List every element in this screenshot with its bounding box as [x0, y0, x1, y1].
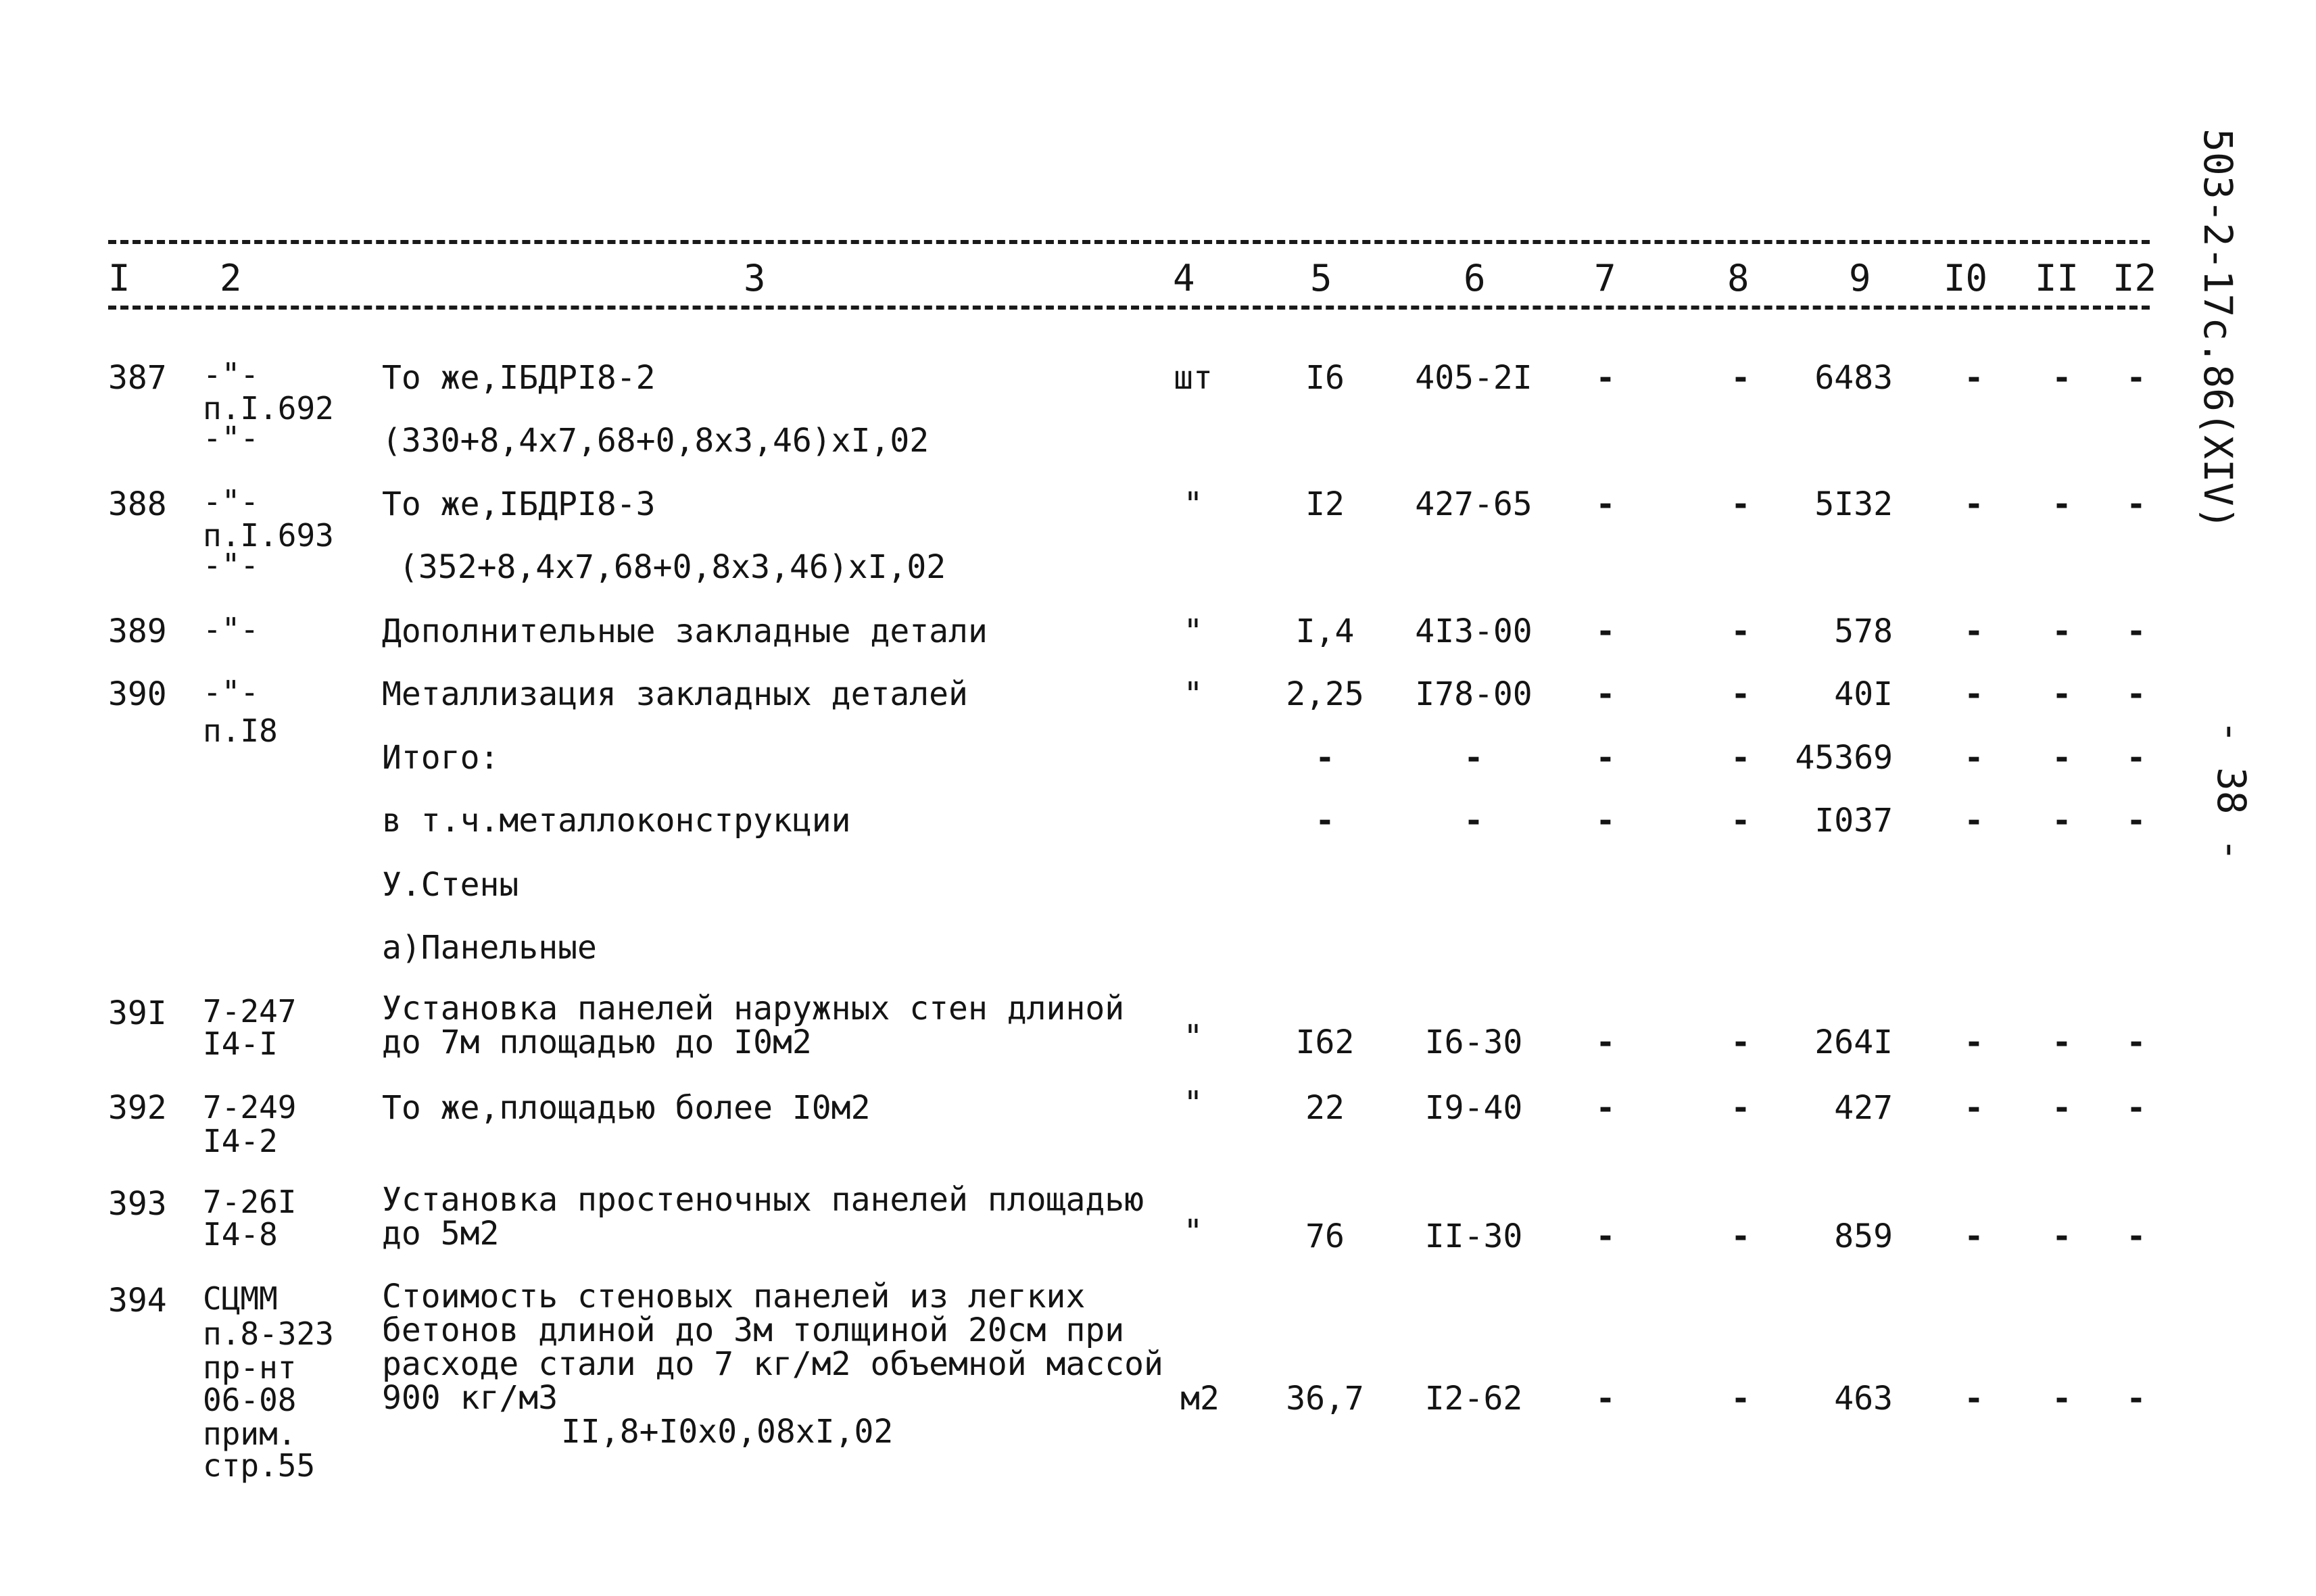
row-col10: -	[1964, 1217, 1984, 1255]
row-description: 900 кг/м3	[382, 1379, 558, 1417]
row-col7: -	[1595, 1023, 1616, 1061]
row-col12: -	[2126, 1380, 2146, 1418]
row-unit-price: I6-30	[1424, 1023, 1523, 1061]
row-col10: -	[1964, 675, 1984, 713]
row-ref: -"-	[203, 420, 260, 456]
row-col11: -	[2052, 1380, 2072, 1418]
subsection-heading: а)Панельные	[382, 929, 597, 967]
row-description: То же,IБДРI8-3	[382, 485, 656, 523]
row-col7: -	[1595, 1380, 1616, 1418]
row-unit-price: 427-65	[1415, 485, 1533, 523]
row-unit-price: 4I3-00	[1415, 612, 1533, 650]
row-col10: -	[1964, 1380, 1984, 1418]
row-col8: -	[1731, 675, 1751, 713]
row-description: То же,IБДРI8-2	[382, 359, 656, 397]
section-heading: У.Стены	[382, 866, 519, 904]
row-col12: -	[2126, 802, 2146, 840]
row-ref: I4-2	[203, 1123, 278, 1159]
row-col10: -	[1964, 612, 1984, 650]
row-number: 389	[108, 612, 167, 650]
row-col12: -	[2126, 739, 2146, 777]
row-ref: -"-	[203, 547, 260, 583]
row-unit: "	[1183, 1018, 1203, 1056]
row-unit: "	[1183, 485, 1203, 523]
metal-subtotal-value: I037	[1814, 802, 1893, 840]
row-ref: 06-08	[203, 1382, 297, 1418]
row-col8: -	[1731, 1089, 1751, 1127]
row-description: Установка панелей наружных стен длиной	[382, 990, 1125, 1027]
row-col7: -	[1595, 739, 1616, 777]
col-header-9: 9	[1849, 257, 1871, 299]
row-description: Дополнительные закладные детали	[382, 612, 988, 650]
row-quantity: I6	[1305, 359, 1345, 397]
row-col10: -	[1964, 359, 1984, 397]
row-unit-price: I2-62	[1424, 1380, 1523, 1418]
row-quantity: 76	[1305, 1217, 1345, 1255]
col-header-1: I	[108, 257, 130, 299]
row-col12: -	[2126, 612, 2146, 650]
row-ref: п.8-323	[203, 1315, 334, 1352]
row-number: 39I	[108, 994, 167, 1032]
row-ref: I4-I	[203, 1025, 278, 1062]
row-unit: "	[1183, 612, 1203, 650]
col-header-2: 2	[220, 257, 242, 299]
row-total: 40I	[1834, 675, 1893, 713]
row-number: 394	[108, 1282, 167, 1320]
row-col11: -	[2052, 1217, 2072, 1255]
row-unit-price: I78-00	[1415, 675, 1533, 713]
col-header-7: 7	[1594, 257, 1616, 299]
row-total: 264I	[1814, 1023, 1893, 1061]
row-col7: -	[1595, 485, 1616, 523]
row-unit: шт	[1174, 359, 1213, 397]
row-ref: СЦММ	[203, 1280, 278, 1317]
row-ref: 7-26I	[203, 1184, 297, 1220]
metal-subtotal-label: в т.ч.металлоконструкции	[382, 802, 851, 840]
row-ref: -"-	[203, 483, 260, 520]
header-bottom-rule	[108, 306, 2150, 310]
subtotal-label: Итого:	[382, 739, 500, 777]
row-col8: -	[1731, 359, 1751, 397]
row-col11: -	[2052, 802, 2072, 840]
row-col7: -	[1595, 612, 1616, 650]
row-description: бетонов длиной до 3м толщиной 20см при	[382, 1311, 1125, 1349]
row-unit-price: -	[1464, 802, 1484, 840]
row-ref: 7-247	[203, 993, 297, 1030]
col-header-5: 5	[1310, 257, 1332, 299]
row-total: 5I32	[1814, 485, 1893, 523]
row-description: Стоимость стеновых панелей из легких	[382, 1278, 1086, 1315]
subtotal-value: 45369	[1795, 739, 1893, 777]
row-description: до 7м площадью до I0м2	[382, 1023, 812, 1061]
row-ref: стр.55	[203, 1447, 316, 1484]
row-col7: -	[1595, 802, 1616, 840]
row-ref: I4-8	[203, 1216, 278, 1253]
page-number: - 38 -	[2209, 720, 2254, 862]
row-number: 387	[108, 359, 167, 397]
row-col11: -	[2052, 612, 2072, 650]
row-col7: -	[1595, 1089, 1616, 1127]
row-col12: -	[2126, 1023, 2146, 1061]
row-quantity: 2,25	[1286, 675, 1364, 713]
row-col8: -	[1731, 802, 1751, 840]
row-formula: II,8+I0x0,08xI,02	[561, 1413, 894, 1451]
row-col10: -	[1964, 739, 1984, 777]
row-quantity: 22	[1305, 1089, 1345, 1127]
row-quantity: -	[1315, 802, 1335, 840]
row-description: до 5м2	[382, 1215, 500, 1253]
row-total: 578	[1834, 612, 1893, 650]
row-col11: -	[2052, 1023, 2072, 1061]
row-total: 6483	[1814, 359, 1893, 397]
col-header-4: 4	[1173, 257, 1195, 299]
row-quantity: I62	[1295, 1023, 1355, 1061]
row-ref: п.I8	[203, 712, 278, 749]
row-col7: -	[1595, 675, 1616, 713]
row-col11: -	[2052, 1089, 2072, 1127]
row-quantity: 36,7	[1286, 1380, 1364, 1418]
row-ref: -"-	[203, 674, 260, 710]
row-description: расходе стали до 7 кг/м2 объемной массой	[382, 1345, 1163, 1383]
row-number: 388	[108, 485, 167, 523]
row-col10: -	[1964, 1089, 1984, 1127]
row-unit: м2	[1180, 1380, 1220, 1418]
row-number: 393	[108, 1185, 167, 1223]
row-unit-price: I9-40	[1424, 1089, 1523, 1127]
row-ref: пр-нт	[203, 1349, 297, 1386]
row-col8: -	[1731, 1380, 1751, 1418]
row-number: 392	[108, 1089, 167, 1127]
row-quantity: I2	[1305, 485, 1345, 523]
row-total: 463	[1834, 1380, 1893, 1418]
row-col11: -	[2052, 675, 2072, 713]
row-col8: -	[1731, 1217, 1751, 1255]
row-formula: (352+8,4x7,68+0,8x3,46)xI,02	[399, 548, 946, 586]
row-col11: -	[2052, 739, 2072, 777]
row-quantity: -	[1315, 739, 1335, 777]
row-unit-price: II-30	[1424, 1217, 1523, 1255]
row-col8: -	[1731, 739, 1751, 777]
row-ref: п.I.693	[203, 517, 334, 554]
row-col12: -	[2126, 359, 2146, 397]
row-col12: -	[2126, 485, 2146, 523]
row-description: Установка простеночных панелей площадью	[382, 1181, 1144, 1219]
row-ref: -"-	[203, 356, 260, 393]
col-header-8: 8	[1727, 257, 1750, 299]
row-col8: -	[1731, 485, 1751, 523]
col-header-12: I2	[2113, 257, 2157, 299]
row-ref: п.I.692	[203, 390, 334, 427]
col-header-10: I0	[1944, 257, 1988, 299]
row-col8: -	[1731, 1023, 1751, 1061]
row-formula: (330+8,4x7,68+0,8x3,46)xI,02	[382, 422, 930, 460]
row-unit-price: -	[1464, 739, 1484, 777]
row-number: 390	[108, 675, 167, 713]
row-col10: -	[1964, 1023, 1984, 1061]
row-unit: "	[1183, 1084, 1203, 1122]
row-col12: -	[2126, 1089, 2146, 1127]
col-header-3: 3	[744, 257, 766, 299]
header-top-rule	[108, 240, 2150, 244]
row-ref: прим.	[203, 1416, 297, 1452]
row-col11: -	[2052, 485, 2072, 523]
row-col7: -	[1595, 1217, 1616, 1255]
row-unit: "	[1183, 1213, 1203, 1251]
row-col10: -	[1964, 485, 1984, 523]
row-description: То же,площадью более I0м2	[382, 1089, 871, 1127]
row-col7: -	[1595, 359, 1616, 397]
col-header-6: 6	[1464, 257, 1486, 299]
row-ref: -"-	[203, 611, 260, 648]
row-col12: -	[2126, 675, 2146, 713]
row-col12: -	[2126, 1217, 2146, 1255]
row-col10: -	[1964, 802, 1984, 840]
row-total: 859	[1834, 1217, 1893, 1255]
row-col11: -	[2052, 359, 2072, 397]
row-ref: 7-249	[203, 1089, 297, 1126]
row-unit-price: 405-2I	[1415, 359, 1533, 397]
row-quantity: I,4	[1295, 612, 1355, 650]
row-col8: -	[1731, 612, 1751, 650]
row-total: 427	[1834, 1089, 1893, 1127]
row-description: Металлизация закладных деталей	[382, 675, 968, 713]
document-code: 503-2-17с.86(XIV)	[2195, 128, 2241, 530]
col-header-11: II	[2035, 257, 2079, 299]
row-unit: "	[1183, 675, 1203, 713]
